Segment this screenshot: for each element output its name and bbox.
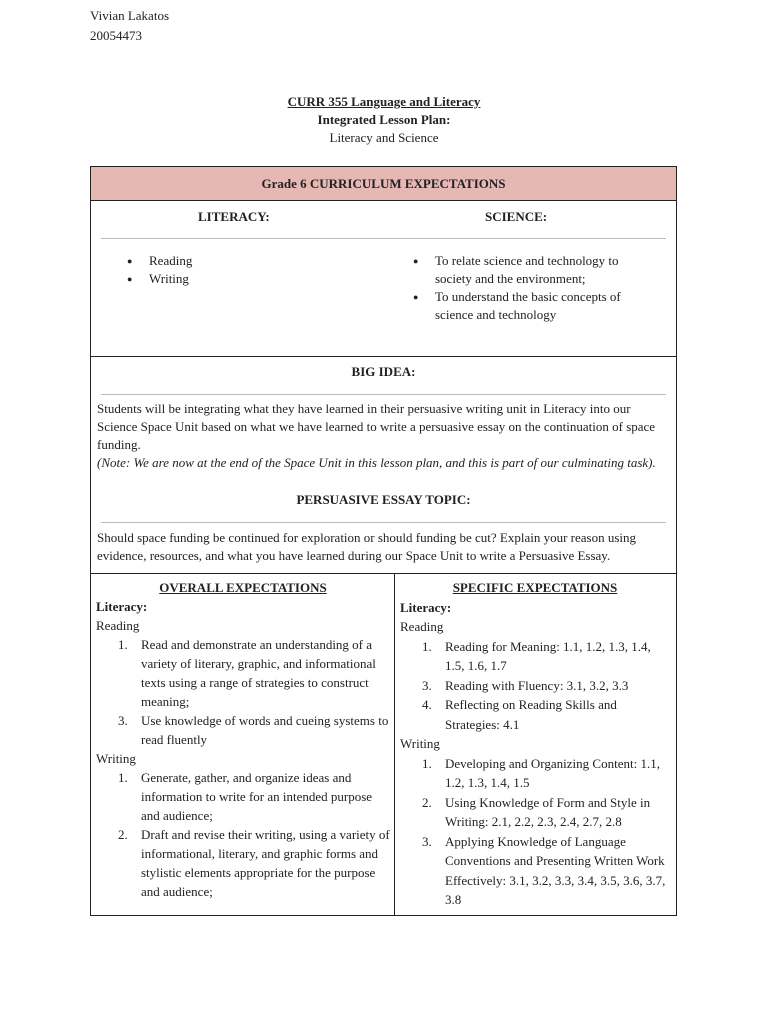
item-number: 4.: [422, 697, 432, 712]
list-item: [96, 635, 390, 711]
item-text: Generate, gather, and organize ideas and information to write for an intended purpose and audience;: [141, 770, 373, 823]
item-text: Reading for Meaning: 1.1, 1.2, 1.3, 1.4, 1.5, 1.6, 1.7: [445, 638, 651, 673]
item-number: 2.: [422, 794, 432, 810]
document-titles: [0, 93, 768, 147]
column-divider: [394, 574, 395, 915]
item-number: 3.: [422, 833, 432, 849]
item-text: Draft and revise their writing, using a variety of informational, literary, and graphic forms and stylistic elements appropriate for the purpose and audience;: [141, 827, 390, 899]
list-item: [400, 832, 670, 910]
literacy-list: [127, 252, 357, 288]
specific-column: [400, 574, 670, 910]
literacy-heading: LITERACY:: [198, 209, 270, 224]
item-number: 1.: [422, 638, 432, 654]
item-text: Developing and Organizing Content: 1.1, 1.2, 1.3, 1.4, 1.5: [445, 755, 660, 790]
science-list: [413, 252, 643, 324]
big-idea-title: BIG IDEA:: [351, 364, 416, 379]
essay-topic-title: PERSUASIVE ESSAY TOPIC:: [296, 492, 471, 507]
overall-reading-label: Reading: [96, 618, 140, 633]
list-item: [400, 637, 670, 676]
big-idea-section: [91, 357, 676, 575]
list-item: [400, 676, 670, 696]
specific-title: SPECIFIC EXPECTATIONS: [452, 580, 618, 595]
list-item: ● To understand the basic concepts of science and technology: [413, 288, 643, 324]
item-number: 1.: [118, 770, 128, 785]
big-idea-divider: [101, 394, 666, 395]
list-item: ● To relate science and technology to society and the environment;: [413, 252, 643, 288]
specific-reading-list: [400, 637, 670, 735]
overall-writing-label: Writing: [96, 751, 136, 766]
item-text: Applying Knowledge of Language Conventions and Presenting Written Work Effectively: 3.1, 3.2, 3.3, 3.4, 3.5, 3.6, 3.7, 3.8: [445, 833, 666, 907]
big-idea-text: [97, 400, 670, 472]
big-idea-body: Students will be integrating what they have learned in their persuasive writing unit in Literacy into our Science Space Unit based on what we have learned to write a persuasive essay on the continuation of space funding.: [97, 401, 656, 452]
item-number: 1.: [118, 637, 128, 652]
overall-literacy-label: Literacy:: [96, 599, 148, 614]
item-number: 3.: [118, 713, 128, 728]
item-text: Read and demonstrate an understanding of a variety of literary, graphic, and informational texts using a range of strategies to construct meaning;: [141, 637, 376, 709]
item-text: Reflecting on Reading Skills and Strategies: 4.1: [445, 697, 617, 732]
list-item: ● Writing: [127, 270, 357, 288]
essay-divider: [101, 522, 666, 523]
science-heading: SCIENCE:: [485, 209, 548, 224]
item-text: Using Knowledge of Form and Style in Writing: 2.1, 2.2, 2.3, 2.4, 2.7, 2.8: [445, 794, 651, 829]
item-number: 2.: [118, 827, 128, 842]
overall-reading-list: [96, 635, 390, 749]
overall-writing-list: [96, 768, 390, 901]
plan-title: Integrated Lesson Plan:: [317, 112, 451, 127]
list-item: [400, 754, 670, 793]
list-item: [96, 711, 390, 749]
subjects-row: [91, 201, 676, 357]
subjects-divider: [101, 238, 666, 239]
subject-title: Literacy and Science: [329, 130, 439, 145]
item-text: Use knowledge of words and cueing systems to read fluently: [141, 713, 389, 747]
author-header: [90, 6, 169, 46]
specific-writing-list: [400, 754, 670, 910]
specific-literacy-label: Literacy:: [400, 599, 452, 615]
expectations-table: [90, 573, 677, 916]
list-item: [96, 768, 390, 825]
essay-topic-text: Should space funding be continued for exploration or should funding be cut? Explain your reason using evidence, resources, and what you have learned during our Space Unit to write a Persuasive Essay.: [97, 530, 637, 563]
item-text: Reading with Fluency: 3.1, 3.2, 3.3: [445, 677, 629, 693]
overall-column: [96, 574, 390, 901]
overall-title: OVERALL EXPECTATIONS: [159, 580, 327, 595]
big-idea-note: (Note: We are now at the end of the Space Unit in this lesson plan, and this is part of our culminating task).: [97, 455, 656, 470]
specific-writing-label: Writing: [400, 736, 440, 751]
curriculum-table: [90, 166, 677, 574]
list-item: ● Reading: [127, 252, 357, 270]
item-number: 3.: [422, 677, 432, 693]
list-item: [400, 695, 670, 734]
list-item: [400, 793, 670, 832]
specific-reading-label: Reading: [400, 619, 444, 634]
curriculum-band: Grade 6 CURRICULUM EXPECTATIONS: [91, 167, 676, 201]
list-item: [96, 825, 390, 901]
course-title: CURR 355 Language and Literacy: [287, 94, 481, 109]
student-id: 20054473: [90, 28, 142, 43]
author-name: Vivian Lakatos: [90, 8, 170, 23]
item-number: 1.: [422, 755, 432, 771]
